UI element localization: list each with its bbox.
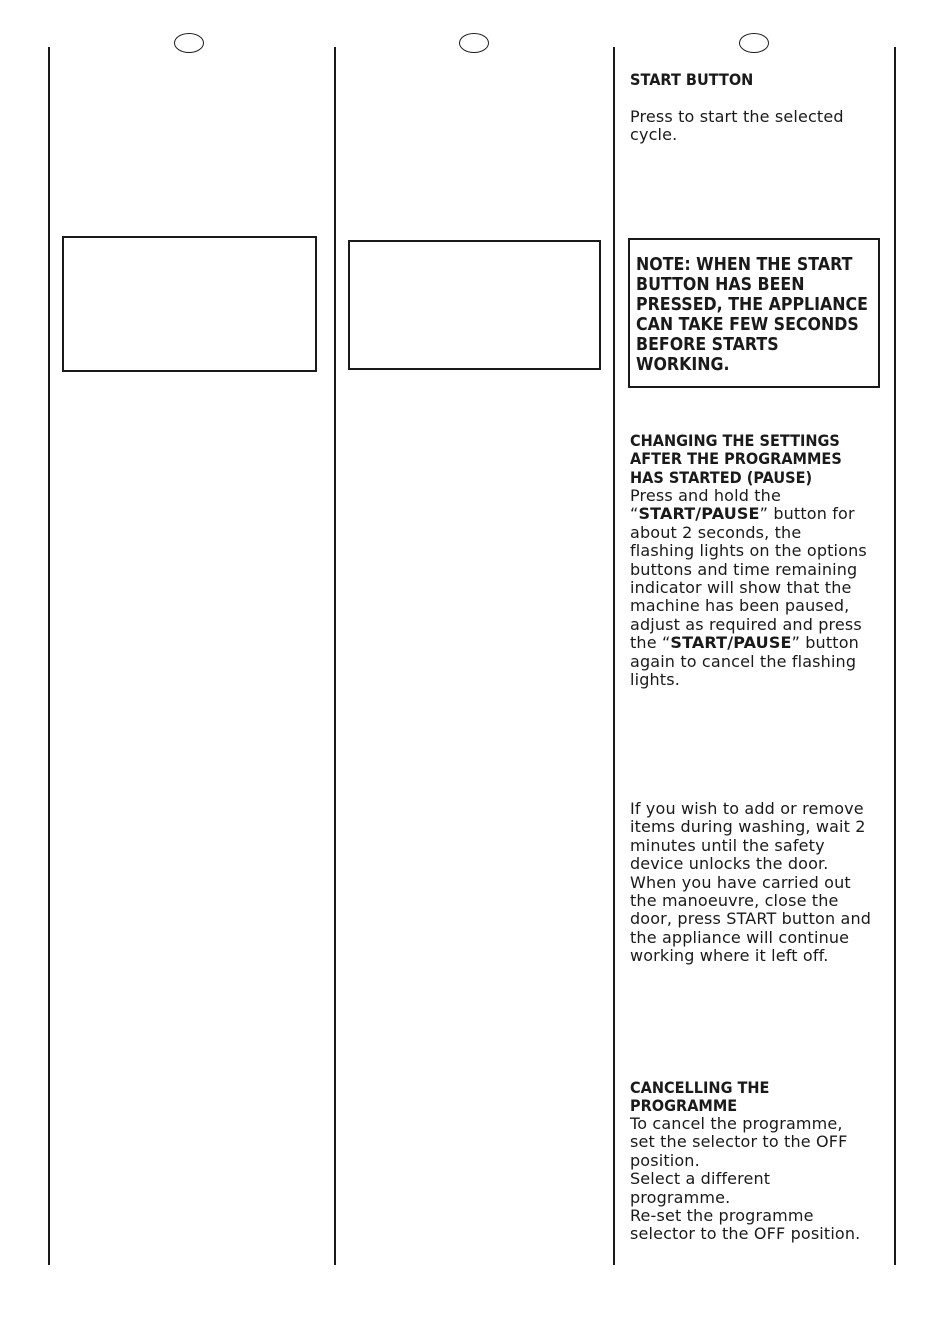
add-remove-line: the manoeuvre, close the (630, 891, 839, 911)
column-divider-middle-right (613, 47, 615, 1265)
empty-note-box-column-1 (62, 236, 317, 372)
changing-settings-line: again to cancel the flashing (630, 651, 857, 671)
changing-settings-line (630, 505, 882, 523)
column-divider-left (48, 47, 50, 1265)
changing-settings-heading (630, 432, 864, 487)
add-remove-line: the appliance will continue (630, 927, 850, 947)
cancelling-line: To cancel the programme, (630, 1114, 843, 1133)
quote-open: “ (630, 504, 639, 524)
cancelling-line: Select a different (630, 1169, 771, 1189)
language-marker-circle-3 (739, 33, 769, 53)
start-button-text-line: cycle. (630, 125, 678, 145)
empty-note-box-column-2 (348, 240, 601, 370)
language-marker-circle-2 (459, 33, 489, 53)
line-rest: ” button for (759, 504, 855, 524)
note-text-line: CAN TAKE FEW SECONDS (636, 315, 859, 335)
start-pause-keyword: START/PAUSE (638, 504, 760, 524)
add-remove-line: items during washing, wait 2 (630, 817, 866, 837)
start-button-description (630, 108, 882, 145)
add-remove-line: minutes until the safety (630, 835, 825, 855)
cancelling-line: selector to the OFF position. (630, 1224, 861, 1244)
add-remove-line: If you wish to add or remove (630, 799, 864, 818)
add-remove-line: working where it left off. (630, 946, 829, 966)
changing-settings-heading-line: AFTER THE PROGRAMMES (630, 450, 842, 469)
changing-settings-line: lights. (630, 670, 680, 690)
changing-settings-line: adjust as required and press (630, 614, 862, 634)
start-pause-keyword: START/PAUSE (670, 633, 792, 653)
changing-settings-line: about 2 seconds, the (630, 522, 802, 542)
changing-settings-line: buttons and time remaining (630, 559, 858, 579)
changing-settings-line: machine has been paused, (630, 596, 850, 616)
line-start: the “ (630, 633, 671, 653)
changing-settings-body (630, 487, 882, 689)
start-button-heading: START BUTTON (630, 71, 754, 89)
column-divider-middle-left (334, 47, 336, 1265)
cancelling-line: programme. (630, 1187, 731, 1207)
cancelling-line: set the selector to the OFF (630, 1132, 848, 1152)
changing-settings-line (630, 634, 882, 652)
cancelling-body (630, 1115, 882, 1244)
language-marker-circle-1 (174, 33, 204, 53)
note-text-line: BUTTON HAS BEEN (636, 275, 805, 295)
add-remove-items-body (630, 800, 882, 966)
add-remove-line: device unlocks the door. (630, 854, 829, 874)
changing-settings-line: flashing lights on the options (630, 541, 867, 561)
start-button-text-line: Press to start the selected (630, 107, 844, 126)
add-remove-line: door, press START button and (630, 909, 872, 929)
changing-settings-heading-line: CHANGING THE SETTINGS (630, 432, 840, 450)
changing-settings-line: Press and hold the (630, 486, 781, 505)
column-divider-right (894, 47, 896, 1265)
cancelling-line: Re-set the programme (630, 1206, 814, 1226)
changing-settings-line: indicator will show that the (630, 578, 852, 598)
line-rest: ” button (791, 633, 859, 653)
note-text-line: WORKING. (636, 355, 730, 375)
note-text-line: BEFORE STARTS (636, 335, 779, 355)
cancelling-line: position. (630, 1150, 700, 1170)
cancelling-heading-line: CANCELLING THE (630, 1079, 770, 1097)
note-text-line: NOTE: WHEN THE START (636, 255, 853, 275)
changing-settings-heading-line: HAS STARTED (PAUSE) (630, 468, 813, 487)
cancelling-heading-line: PROGRAMME (630, 1097, 738, 1116)
add-remove-line: When you have carried out (630, 872, 851, 892)
note-text (636, 255, 868, 375)
note-text-line: PRESSED, THE APPLIANCE (636, 295, 868, 315)
cancelling-heading (630, 1079, 864, 1116)
